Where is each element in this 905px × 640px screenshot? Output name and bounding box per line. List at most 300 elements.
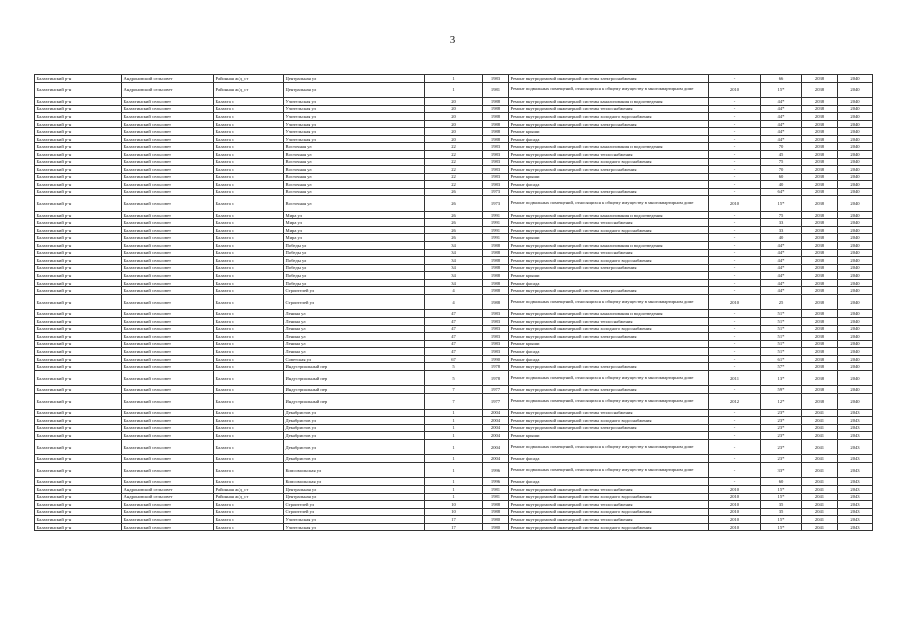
house-cell: 34 — [425, 242, 483, 250]
house-cell: 5 — [425, 363, 483, 371]
work-type-cell: Ремонт внутридомовой инженерной системы холодного водоснабжения — [509, 417, 709, 425]
district-cell: Балахтинский р-н — [35, 279, 122, 287]
settlement-cell: Балахта с — [214, 257, 284, 265]
house-cell: 1 — [425, 486, 483, 494]
year-built-cell: 1988 — [483, 272, 509, 280]
council-cell: Балахтинский сельсовет — [122, 417, 214, 425]
council-cell: Балахтинский сельсовет — [122, 325, 214, 333]
wear-cell: 60 — [761, 173, 802, 181]
end-year-cell: 2043 — [838, 455, 873, 463]
end-year-cell: 2040 — [838, 98, 873, 106]
table-row — [35, 486, 873, 494]
house-cell: 26 — [425, 219, 483, 227]
street-cell: Декабристов ул — [284, 424, 425, 432]
start-year-cell: 2041 — [802, 424, 838, 432]
last-repair-cell: - — [709, 211, 761, 219]
house-cell: 22 — [425, 173, 483, 181]
start-year-cell: 2041 — [802, 486, 838, 494]
end-year-cell: 2043 — [838, 501, 873, 509]
last-repair-cell: 2012 — [709, 393, 761, 409]
wear-cell: 35 — [761, 501, 802, 509]
end-year-cell: 2040 — [838, 257, 873, 265]
start-year-cell: 2038 — [802, 173, 838, 181]
district-cell: Балахтинский р-н — [35, 386, 122, 394]
year-built-cell: 1973 — [483, 188, 509, 196]
street-cell: Строителей ул — [284, 294, 425, 310]
last-repair-cell: - — [709, 333, 761, 341]
wear-cell: 33 — [761, 226, 802, 234]
work-type-cell: Ремонт внутридомовой инженерной системы холодного водоснабжения — [509, 523, 709, 531]
last-repair-cell: - — [709, 325, 761, 333]
table-row — [35, 370, 873, 386]
last-repair-cell: 2011 — [709, 370, 761, 386]
year-built-cell: 1980 — [483, 516, 509, 524]
district-cell: Балахтинский р-н — [35, 219, 122, 227]
wear-cell: 45 — [761, 150, 802, 158]
start-year-cell: 2038 — [802, 325, 838, 333]
year-built-cell: 1988 — [483, 279, 509, 287]
work-type-cell: Ремонт внутридомовой инженерной системы электроснабжения — [509, 75, 709, 83]
end-year-cell: 2040 — [838, 249, 873, 257]
house-cell: 22 — [425, 143, 483, 151]
table-row — [35, 158, 873, 166]
council-cell: Балахтинский сельсовет — [122, 173, 214, 181]
year-built-cell: 1983 — [483, 166, 509, 174]
street-cell: Мира ул — [284, 234, 425, 242]
work-type-cell: Ремонт внутридомовой инженерной системы теплоснабжения — [509, 318, 709, 326]
table-row — [35, 355, 873, 363]
end-year-cell: 2040 — [838, 158, 873, 166]
house-cell: 5 — [425, 370, 483, 386]
settlement-cell: Балахта с — [214, 340, 284, 348]
council-cell: Балахтинский сельсовет — [122, 508, 214, 516]
council-cell: Балахтинский сельсовет — [122, 166, 214, 174]
end-year-cell: 2040 — [838, 188, 873, 196]
last-repair-cell: 2010 — [709, 486, 761, 494]
year-built-cell: 1988 — [483, 128, 509, 136]
table-row — [35, 150, 873, 158]
district-cell: Балахтинский р-н — [35, 128, 122, 136]
start-year-cell: 2041 — [802, 462, 838, 478]
house-cell: 7 — [425, 386, 483, 394]
year-built-cell: 1983 — [483, 348, 509, 356]
table-row — [35, 211, 873, 219]
start-year-cell: 2041 — [802, 501, 838, 509]
district-cell: Балахтинский р-н — [35, 363, 122, 371]
district-cell: Балахтинский р-н — [35, 234, 122, 242]
wear-cell: 23* — [761, 455, 802, 463]
district-cell: Балахтинский р-н — [35, 310, 122, 318]
wear-cell: 15* — [761, 196, 802, 212]
year-built-cell: 1996 — [483, 462, 509, 478]
year-built-cell: 1983 — [483, 181, 509, 189]
street-cell: Учительская ул — [284, 523, 425, 531]
street-cell: Учительская ул — [284, 120, 425, 128]
end-year-cell: 2040 — [838, 287, 873, 295]
district-cell: Балахтинский р-н — [35, 439, 122, 455]
settlement-cell: Балахта с — [214, 424, 284, 432]
last-repair-cell: - — [709, 219, 761, 227]
end-year-cell: 2040 — [838, 105, 873, 113]
settlement-cell: Балахта с — [214, 370, 284, 386]
year-built-cell: 1988 — [483, 287, 509, 295]
house-cell: 34 — [425, 279, 483, 287]
end-year-cell: 2040 — [838, 310, 873, 318]
house-cell: 22 — [425, 166, 483, 174]
end-year-cell: 2043 — [838, 516, 873, 524]
street-cell: Индустриальный пер — [284, 386, 425, 394]
district-cell: Балахтинский р-н — [35, 135, 122, 143]
council-cell: Балахтинский сельсовет — [122, 279, 214, 287]
start-year-cell: 2041 — [802, 516, 838, 524]
last-repair-cell: - — [709, 432, 761, 440]
year-built-cell: 1988 — [483, 98, 509, 106]
wear-cell: 44* — [761, 279, 802, 287]
end-year-cell: 2040 — [838, 325, 873, 333]
last-repair-cell: - — [709, 386, 761, 394]
council-cell: Балахтинский сельсовет — [122, 478, 214, 486]
work-type-cell: Ремонт внутридомовой инженерной системы канализования и водоотведения — [509, 98, 709, 106]
district-cell: Балахтинский р-н — [35, 508, 122, 516]
work-type-cell: Ремонт фасада — [509, 478, 709, 486]
street-cell: Восточная ул — [284, 150, 425, 158]
wear-cell: 12* — [761, 393, 802, 409]
district-cell: Балахтинский р-н — [35, 82, 122, 98]
table-row — [35, 82, 873, 98]
start-year-cell: 2038 — [802, 211, 838, 219]
last-repair-cell: - — [709, 462, 761, 478]
end-year-cell: 2040 — [838, 166, 873, 174]
settlement-cell: Балахта с — [214, 113, 284, 121]
settlement-cell: Балахта с — [214, 455, 284, 463]
house-cell: 20 — [425, 120, 483, 128]
district-cell: Балахтинский р-н — [35, 257, 122, 265]
table-row — [35, 333, 873, 341]
year-built-cell: 2004 — [483, 409, 509, 417]
last-repair-cell: - — [709, 318, 761, 326]
settlement-cell: Балахта с — [214, 409, 284, 417]
last-repair-cell: - — [709, 417, 761, 425]
start-year-cell: 2038 — [802, 363, 838, 371]
start-year-cell: 2038 — [802, 257, 838, 265]
work-type-cell: Ремонт внутридомовой инженерной системы холодного водоснабжения — [509, 113, 709, 121]
district-cell: Балахтинский р-н — [35, 493, 122, 501]
work-type-cell: Ремонт крыши — [509, 340, 709, 348]
end-year-cell: 2040 — [838, 196, 873, 212]
year-built-cell: 1981 — [483, 493, 509, 501]
start-year-cell: 2038 — [802, 135, 838, 143]
street-cell: Победы ул — [284, 264, 425, 272]
council-cell: Балахтинский сельсовет — [122, 242, 214, 250]
end-year-cell: 2040 — [838, 393, 873, 409]
year-built-cell: 1983 — [483, 150, 509, 158]
work-type-cell: Ремонт подвальных помещений, относящихся к общему имуществу в многоквартирном доме — [509, 82, 709, 98]
settlement-cell: Районная ж/д_ст — [214, 75, 284, 83]
street-cell: Центральная ул — [284, 75, 425, 83]
year-built-cell: 2004 — [483, 424, 509, 432]
street-cell: Ленина ул — [284, 340, 425, 348]
last-repair-cell: - — [709, 363, 761, 371]
house-cell: 26 — [425, 234, 483, 242]
work-type-cell: Ремонт подвальных помещений, относящихся к общему имуществу в многоквартирном доме — [509, 393, 709, 409]
work-type-cell: Ремонт внутридомовой инженерной системы электроснабжения — [509, 424, 709, 432]
street-cell: Восточная ул — [284, 188, 425, 196]
settlement-cell: Балахта с — [214, 166, 284, 174]
end-year-cell: 2040 — [838, 355, 873, 363]
house-cell: 34 — [425, 257, 483, 265]
start-year-cell: 2038 — [802, 128, 838, 136]
table-row — [35, 143, 873, 151]
table-row — [35, 181, 873, 189]
house-cell: 10 — [425, 508, 483, 516]
end-year-cell: 2040 — [838, 348, 873, 356]
street-cell: Индустриальный пер — [284, 393, 425, 409]
end-year-cell: 2043 — [838, 424, 873, 432]
table-row — [35, 166, 873, 174]
last-repair-cell: 2010 — [709, 196, 761, 212]
work-type-cell: Ремонт внутридомовой инженерной системы холодного водоснабжения — [509, 257, 709, 265]
end-year-cell: 2040 — [838, 150, 873, 158]
table-row — [35, 424, 873, 432]
table-row — [35, 128, 873, 136]
year-built-cell: 1980 — [483, 523, 509, 531]
settlement-cell: Балахта с — [214, 432, 284, 440]
settlement-cell: Балахта с — [214, 158, 284, 166]
wear-cell: 15* — [761, 523, 802, 531]
year-built-cell: 1983 — [483, 173, 509, 181]
work-type-cell: Ремонт подвальных помещений, относящихся к общему имуществу в многоквартирном доме — [509, 294, 709, 310]
council-cell: Балахтинский сельсовет — [122, 143, 214, 151]
start-year-cell: 2038 — [802, 249, 838, 257]
house-cell: 26 — [425, 196, 483, 212]
repair-schedule-table — [34, 74, 873, 531]
start-year-cell: 2038 — [802, 82, 838, 98]
wear-cell: 66 — [761, 75, 802, 83]
start-year-cell: 2041 — [802, 417, 838, 425]
work-type-cell: Ремонт внутридомовой инженерной системы электроснабжения — [509, 166, 709, 174]
work-type-cell: Ремонт внутридомовой инженерной системы холодного водоснабжения — [509, 226, 709, 234]
last-repair-cell: - — [709, 128, 761, 136]
year-built-cell: 2004 — [483, 439, 509, 455]
start-year-cell: 2041 — [802, 409, 838, 417]
street-cell: Мира ул — [284, 219, 425, 227]
year-built-cell: 1981 — [483, 486, 509, 494]
settlement-cell: Балахта с — [214, 279, 284, 287]
last-repair-cell: - — [709, 173, 761, 181]
year-built-cell: 1988 — [483, 242, 509, 250]
district-cell: Балахтинский р-н — [35, 325, 122, 333]
council-cell: Балахтинский сельсовет — [122, 196, 214, 212]
council-cell: Балахтинский сельсовет — [122, 455, 214, 463]
end-year-cell: 2040 — [838, 333, 873, 341]
year-built-cell: 1991 — [483, 234, 509, 242]
district-cell: Балахтинский р-н — [35, 211, 122, 219]
end-year-cell: 2040 — [838, 75, 873, 83]
settlement-cell: Балахта с — [214, 516, 284, 524]
end-year-cell: 2040 — [838, 264, 873, 272]
last-repair-cell: - — [709, 143, 761, 151]
start-year-cell: 2041 — [802, 493, 838, 501]
table-row — [35, 173, 873, 181]
settlement-cell: Балахта с — [214, 272, 284, 280]
year-built-cell: 1988 — [483, 508, 509, 516]
start-year-cell: 2041 — [802, 455, 838, 463]
last-repair-cell: - — [709, 340, 761, 348]
table-row — [35, 478, 873, 486]
end-year-cell: 2043 — [838, 523, 873, 531]
street-cell: Советская ул — [284, 355, 425, 363]
last-repair-cell: 2010 — [709, 516, 761, 524]
council-cell: Балахтинский сельсовет — [122, 355, 214, 363]
district-cell: Балахтинский р-н — [35, 242, 122, 250]
year-built-cell: 1991 — [483, 226, 509, 234]
year-built-cell: 1977 — [483, 386, 509, 394]
year-built-cell: 1988 — [483, 501, 509, 509]
end-year-cell: 2040 — [838, 234, 873, 242]
last-repair-cell: - — [709, 226, 761, 234]
district-cell: Балахтинский р-н — [35, 264, 122, 272]
table-row — [35, 516, 873, 524]
council-cell: Балахтинский сельсовет — [122, 501, 214, 509]
year-built-cell: 1988 — [483, 264, 509, 272]
work-type-cell: Ремонт крыши — [509, 173, 709, 181]
settlement-cell: Балахта с — [214, 143, 284, 151]
start-year-cell: 2038 — [802, 310, 838, 318]
street-cell: Декабристов ул — [284, 417, 425, 425]
council-cell: Балахтинский сельсовет — [122, 287, 214, 295]
settlement-cell: Балахта с — [214, 226, 284, 234]
work-type-cell: Ремонт внутридомовой инженерной системы холодного водоснабжения — [509, 325, 709, 333]
work-type-cell: Ремонт внутридомовой инженерной системы канализования и водоотведения — [509, 242, 709, 250]
table-row — [35, 226, 873, 234]
house-cell: 1 — [425, 82, 483, 98]
district-cell: Балахтинский р-н — [35, 432, 122, 440]
council-cell: Балахтинский сельсовет — [122, 181, 214, 189]
house-cell: 1 — [425, 432, 483, 440]
year-built-cell: 1978 — [483, 363, 509, 371]
start-year-cell: 2038 — [802, 98, 838, 106]
wear-cell: 44* — [761, 105, 802, 113]
settlement-cell: Балахта с — [214, 242, 284, 250]
street-cell: Восточная ул — [284, 143, 425, 151]
council-cell: Балахтинский сельсовет — [122, 523, 214, 531]
end-year-cell: 2040 — [838, 211, 873, 219]
last-repair-cell: - — [709, 181, 761, 189]
last-repair-cell: - — [709, 348, 761, 356]
district-cell: Балахтинский р-н — [35, 516, 122, 524]
district-cell: Балахтинский р-н — [35, 287, 122, 295]
work-type-cell: Ремонт фасада — [509, 355, 709, 363]
house-cell: 47 — [425, 340, 483, 348]
work-type-cell: Ремонт внутридомовой инженерной системы холодного водоснабжения — [509, 158, 709, 166]
wear-cell: 51* — [761, 333, 802, 341]
work-type-cell: Ремонт внутридомовой инженерной системы электроснабжения — [509, 264, 709, 272]
street-cell: Восточная ул — [284, 196, 425, 212]
district-cell: Балахтинский р-н — [35, 462, 122, 478]
last-repair-cell: 2010 — [709, 493, 761, 501]
street-cell: Победы ул — [284, 272, 425, 280]
end-year-cell: 2043 — [838, 478, 873, 486]
wear-cell: 64* — [761, 188, 802, 196]
street-cell: Мира ул — [284, 211, 425, 219]
settlement-cell: Балахта с — [214, 325, 284, 333]
house-cell: 1 — [425, 455, 483, 463]
year-built-cell: 1983 — [483, 158, 509, 166]
wear-cell: 40 — [761, 234, 802, 242]
settlement-cell: Балахта с — [214, 234, 284, 242]
district-cell: Балахтинский р-н — [35, 196, 122, 212]
house-cell: 1 — [425, 424, 483, 432]
year-built-cell: 1983 — [483, 310, 509, 318]
council-cell: Балахтинский сельсовет — [122, 105, 214, 113]
start-year-cell: 2038 — [802, 219, 838, 227]
district-cell: Балахтинский р-н — [35, 478, 122, 486]
settlement-cell: Балахта с — [214, 196, 284, 212]
work-type-cell: Ремонт подвальных помещений, относящихся к общему имуществу в многоквартирном доме — [509, 370, 709, 386]
year-built-cell: 1988 — [483, 294, 509, 310]
wear-cell: 44* — [761, 287, 802, 295]
district-cell: Балахтинский р-н — [35, 143, 122, 151]
start-year-cell: 2041 — [802, 508, 838, 516]
wear-cell: 23* — [761, 439, 802, 455]
street-cell: Ленина ул — [284, 333, 425, 341]
settlement-cell: Балахта с — [214, 462, 284, 478]
end-year-cell: 2040 — [838, 318, 873, 326]
house-cell: 4 — [425, 294, 483, 310]
council-cell: Балахтинский сельсовет — [122, 120, 214, 128]
last-repair-cell: - — [709, 264, 761, 272]
table-row — [35, 234, 873, 242]
year-built-cell: 1988 — [483, 249, 509, 257]
table-row — [35, 98, 873, 106]
last-repair-cell: - — [709, 234, 761, 242]
table-row — [35, 393, 873, 409]
work-type-cell: Ремонт внутридомовой инженерной системы теплоснабжения — [509, 486, 709, 494]
council-cell: Балахтинский сельсовет — [122, 272, 214, 280]
district-cell: Балахтинский р-н — [35, 166, 122, 174]
last-repair-cell: - — [709, 310, 761, 318]
start-year-cell: 2038 — [802, 287, 838, 295]
table-row — [35, 75, 873, 83]
end-year-cell: 2040 — [838, 226, 873, 234]
start-year-cell: 2038 — [802, 340, 838, 348]
table-row — [35, 501, 873, 509]
last-repair-cell: - — [709, 478, 761, 486]
house-cell: 34 — [425, 249, 483, 257]
wear-cell: 23* — [761, 424, 802, 432]
district-cell: Балахтинский р-н — [35, 158, 122, 166]
settlement-cell: Балахта с — [214, 386, 284, 394]
street-cell: Декабристов ул — [284, 439, 425, 455]
wear-cell: 33 — [761, 219, 802, 227]
end-year-cell: 2040 — [838, 173, 873, 181]
table-row — [35, 113, 873, 121]
start-year-cell: 2038 — [802, 120, 838, 128]
end-year-cell: 2040 — [838, 386, 873, 394]
settlement-cell: Балахта с — [214, 135, 284, 143]
district-cell: Балахтинский р-н — [35, 294, 122, 310]
wear-cell: 44* — [761, 249, 802, 257]
last-repair-cell: - — [709, 158, 761, 166]
work-type-cell: Ремонт крыши — [509, 432, 709, 440]
wear-cell: 70 — [761, 143, 802, 151]
district-cell: Балахтинский р-н — [35, 455, 122, 463]
work-type-cell: Ремонт подвальных помещений, относящихся к общему имуществу в многоквартирном доме — [509, 439, 709, 455]
district-cell: Балахтинский р-н — [35, 348, 122, 356]
house-cell: 1 — [425, 493, 483, 501]
work-type-cell: Ремонт внутридомовой инженерной системы электроснабжения — [509, 287, 709, 295]
last-repair-cell: - — [709, 439, 761, 455]
